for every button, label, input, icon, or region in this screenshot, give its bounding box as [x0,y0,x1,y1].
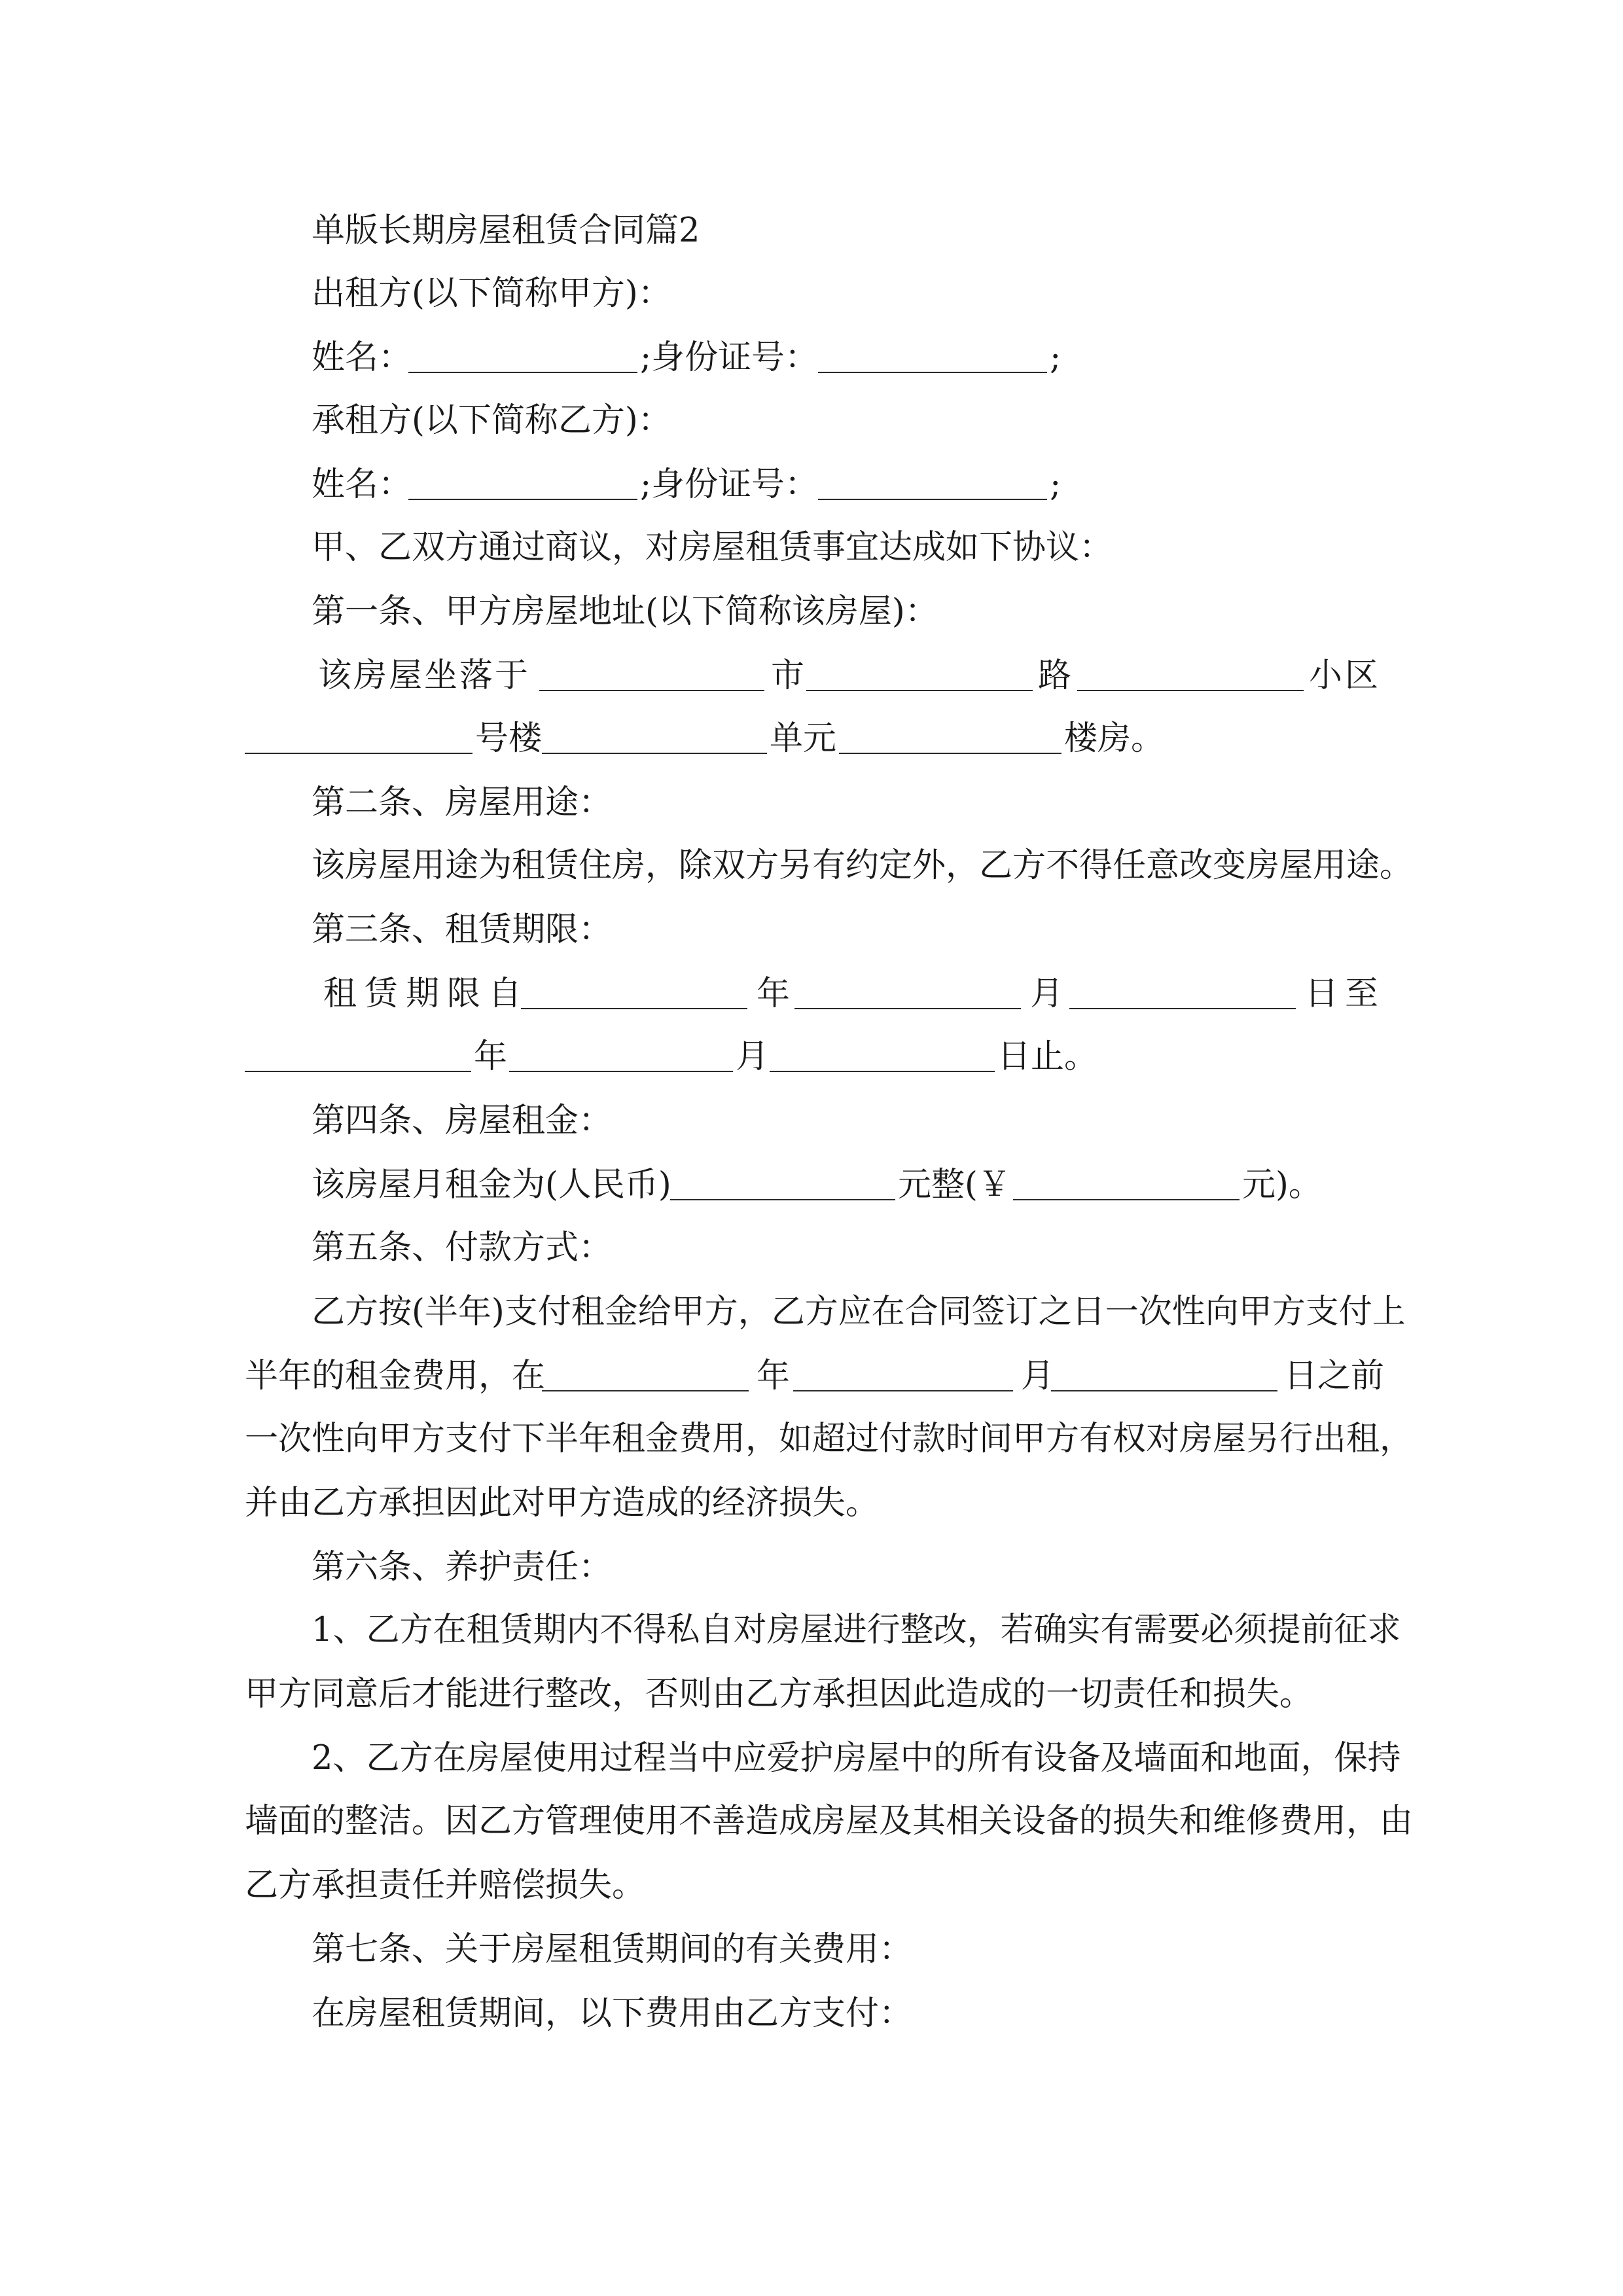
article-7-body: 在房屋租赁期间，以下费用由乙方支付： [312,1994,913,2033]
lessee-id-blank[interactable] [818,499,1047,500]
article-3-period-line-1 [0,974,1623,1014]
agreement-intro [0,528,1623,568]
article-3-heading [0,910,1623,950]
lessee-heading-text: 承租方(以下简称乙方)： [312,401,671,440]
lessor-identity-line [0,338,1623,378]
city-blank[interactable] [539,690,764,691]
maintenance-clause-2-text-1: 2、乙方在房屋使用过程当中应爱护房屋中的所有设备及墙面和地面，保持 [312,1739,1401,1778]
article-5-line-2 [0,1356,1623,1397]
rent-words-blank[interactable] [670,1199,895,1200]
payment-year-blank[interactable] [542,1390,749,1391]
payment-month-label: 月 [1021,1357,1055,1395]
payment-day-label: 日之前 [1284,1357,1385,1395]
article-3-heading-text: 第三条、租赁期限： [312,910,613,949]
article-5-heading-text: 第五条、付款方式： [312,1229,613,1267]
article-2-heading-text: 第二条、房屋用途： [312,783,613,822]
maintenance-clause-2-text-2: 墙面的整洁。因乙方管理使用不善造成房屋及其相关设备的损失和维修费用，由 [245,1802,1414,1840]
lessee-name-label: 姓名： [312,465,412,504]
start-day-blank[interactable] [1069,1008,1296,1009]
maintenance-clause-2-text-3: 乙方承担责任并赔偿损失。 [245,1866,646,1905]
community-blank[interactable] [1077,690,1304,691]
rent-amount-blank[interactable] [1013,1199,1240,1200]
title-text: 单版长期房屋租赁合同篇2 [312,211,700,250]
article-6-clause-1-line-1 [0,1610,1623,1651]
article-1-address-line-1 [0,656,1623,696]
start-day-to-label: 日至 [1305,975,1385,1013]
article-6-clause-2-line-3 [0,1865,1623,1906]
lessor-end-semicolon: ; [1050,338,1061,377]
end-day-blank[interactable] [770,1071,995,1072]
document-title [0,211,1623,251]
start-month-blank[interactable] [794,1008,1021,1009]
floor-blank[interactable] [839,753,1061,754]
road-blank[interactable] [806,690,1033,691]
article-7-text [0,1994,1623,2034]
article-5-line-1 [0,1292,1623,1333]
end-day-label: 日止。 [997,1037,1098,1076]
payment-terms-text-4: 并由乙方承担因此对甲方造成的经济损失。 [245,1484,880,1522]
lessor-id-label: ;身份证号： [640,338,819,377]
lessee-id-label: ;身份证号： [640,465,819,504]
payment-terms-text-3: 一次性向甲方支付下半年租金费用，如超过付款时间甲方有权对房屋另行出租， [245,1420,1414,1458]
payment-year-label: 年 [757,1357,791,1395]
intro-text: 甲、乙双方通过商议，对房屋租赁事宜达成如下协议： [312,528,1113,567]
article-6-clause-2-line-2 [0,1801,1623,1842]
article-7-heading [0,1929,1623,1970]
road-label: 路 [1038,656,1072,695]
article-5-heading [0,1228,1623,1268]
article-6-clause-1-line-2 [0,1674,1623,1715]
lessor-name-label: 姓名： [312,338,412,377]
unit-label: 单元 [770,719,837,758]
article-2-heading [0,783,1623,823]
lessee-heading [0,401,1623,441]
article-6-heading [0,1547,1623,1588]
article-6-clause-2-line-1 [0,1738,1623,1779]
end-year-label: 年 [474,1037,508,1076]
rent-currency-label: 元整(￥ [898,1166,1011,1204]
article-2-body: 该房屋用途为租赁住房，除双方另有约定外，乙方不得任意改变房屋用途。 [312,846,1414,885]
payment-terms-text-1: 乙方按(半年)支付租金给甲方，乙方应在合同签订之日一次性向甲方支付上 [312,1293,1406,1331]
floor-label: 楼房。 [1064,719,1165,758]
end-month-blank[interactable] [509,1071,733,1072]
article-4-heading [0,1101,1623,1141]
article-1-heading-text: 第一条、甲方房屋地址(以下简称该房屋)： [312,592,938,631]
article-1-heading [0,592,1623,632]
building-label: 号楼 [475,719,543,758]
article-5-line-4 [0,1483,1623,1524]
lessor-id-blank[interactable] [818,372,1047,373]
end-month-label: 月 [736,1037,770,1076]
address-location-label: 该房屋坐落于 [318,656,531,695]
community-label: 小区 [1309,656,1382,695]
city-label: 市 [771,656,805,695]
article-7-heading-text: 第七条、关于房屋租赁期间的有关费用： [312,1930,913,1969]
lease-period-from-label: 租赁期限自 [323,975,530,1013]
payment-month-blank[interactable] [793,1390,1013,1391]
lessor-heading-text: 出租方(以下简称甲方)： [312,274,671,313]
article-5-line-3 [0,1419,1623,1460]
lessee-end-semicolon: ; [1050,465,1061,504]
start-month-label: 月 [1030,975,1064,1013]
lessee-name-blank[interactable] [408,499,637,500]
maintenance-clause-1-text-1: 1、乙方在租赁期内不得私自对房屋进行整改，若确实有需要必须提前征求 [312,1611,1401,1649]
lessee-identity-line [0,465,1623,505]
unit-blank[interactable] [542,753,767,754]
lessor-heading [0,274,1623,314]
lessor-name-blank[interactable] [408,372,637,373]
rent-unit-label: 元)。 [1242,1166,1322,1204]
article-1-address-line-2 [0,719,1623,759]
article-4-rent-line [0,1165,1623,1206]
building-blank[interactable] [245,753,473,754]
article-2-text [0,846,1623,886]
payment-date-label: 半年的租金费用，在 [245,1357,546,1395]
monthly-rent-label: 该房屋月租金为(人民币) [312,1166,671,1204]
article-3-period-line-2 [0,1037,1623,1077]
start-year-label: 年 [757,975,791,1013]
payment-day-blank[interactable] [1051,1390,1277,1391]
article-6-heading-text: 第六条、养护责任： [312,1548,613,1587]
maintenance-clause-1-text-2: 甲方同意后才能进行整改，否则由乙方承担因此造成的一切责任和损失。 [245,1675,1313,1713]
start-year-blank[interactable] [521,1008,747,1009]
end-year-blank[interactable] [245,1071,471,1072]
article-4-heading-text: 第四条、房屋租金： [312,1102,613,1140]
